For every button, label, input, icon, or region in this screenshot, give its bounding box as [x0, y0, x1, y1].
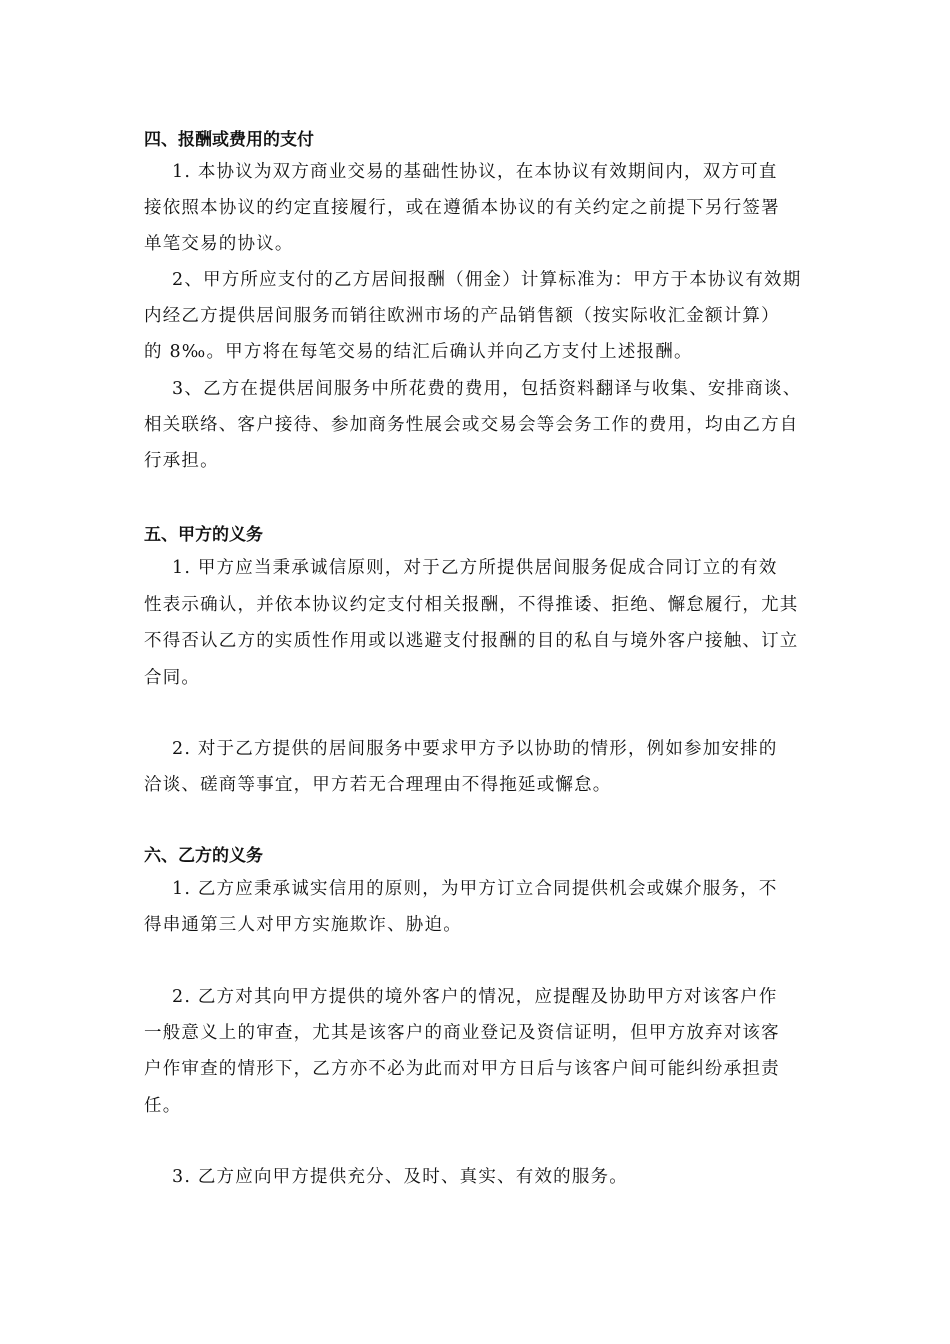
s5-p1-line1: 1. 甲方应当秉承诚信原则，对于乙方所提供居间服务促成合同订立的有效: [172, 558, 778, 578]
section-5-heading: 五、甲方的义务: [144, 525, 263, 545]
s4-p2-line3: 的 8‰。甲方将在每笔交易的结汇后确认并向乙方支付上述报酬。: [144, 342, 693, 362]
s4-p2-line2: 内经乙方提供居间服务而销往欧洲市场的产品销售额（按实际收汇金额计算）: [144, 306, 780, 326]
section-6-heading: 六、乙方的义务: [144, 846, 263, 866]
s4-p2-line1: 2、甲方所应支付的乙方居间报酬（佣金）计算标准为：甲方于本协议有效期: [172, 270, 802, 290]
s5-p1-line3: 不得否认乙方的实质性作用或以逃避支付报酬的目的私自与境外客户接触、订立: [144, 631, 799, 651]
s5-p2-line1: 2. 对于乙方提供的居间服务中要求甲方予以协助的情形，例如参加安排的: [172, 739, 778, 759]
s4-p3-line3: 行承担。: [144, 451, 219, 471]
s6-p1-line1: 1. 乙方应秉承诚实信用的原则，为甲方订立合同提供机会或媒介服务，不: [172, 879, 778, 899]
s5-p1-line4: 合同。: [144, 668, 201, 688]
s4-p3-line1: 3、乙方在提供居间服务中所花费的费用，包括资料翻译与收集、安排商谈、: [172, 379, 802, 399]
s4-p3-line2: 相关联络、客户接待、参加商务性展会或交易会等会务工作的费用，均由乙方自: [144, 415, 799, 435]
s6-p1-line2: 得串通第三人对甲方实施欺诈、胁迫。: [144, 915, 462, 935]
s6-p2-line3: 户作审查的情形下，乙方亦不必为此而对甲方日后与该客户间可能纠纷承担责: [144, 1059, 780, 1079]
s6-p2-line4: 任。: [144, 1096, 182, 1116]
s4-p1-line2: 接依照本协议的约定直接履行，或在遵循本协议的有关约定之前提下另行签署: [144, 198, 780, 218]
s6-p3-line1: 3. 乙方应向甲方提供充分、及时、真实、有效的服务。: [172, 1167, 628, 1187]
s5-p2-line2: 洽谈、磋商等事宜，甲方若无合理理由不得拖延或懈怠。: [144, 775, 612, 795]
section-4-heading: 四、报酬或费用的支付: [144, 130, 314, 150]
s4-p1-line1: 1. 本协议为双方商业交易的基础性协议，在本协议有效期间内，双方可直: [172, 162, 778, 182]
s5-p1-line2: 性表示确认，并依本协议约定支付相关报酬，不得推诿、拒绝、懈怠履行，尤其: [144, 595, 799, 615]
s6-p2-line2: 一般意义上的审查，尤其是该客户的商业登记及资信证明，但甲方放弃对该客: [144, 1023, 780, 1043]
s6-p2-line1: 2. 乙方对其向甲方提供的境外客户的情况，应提醒及协助甲方对该客户作: [172, 987, 778, 1007]
s4-p1-line3: 单笔交易的协议。: [144, 234, 294, 254]
